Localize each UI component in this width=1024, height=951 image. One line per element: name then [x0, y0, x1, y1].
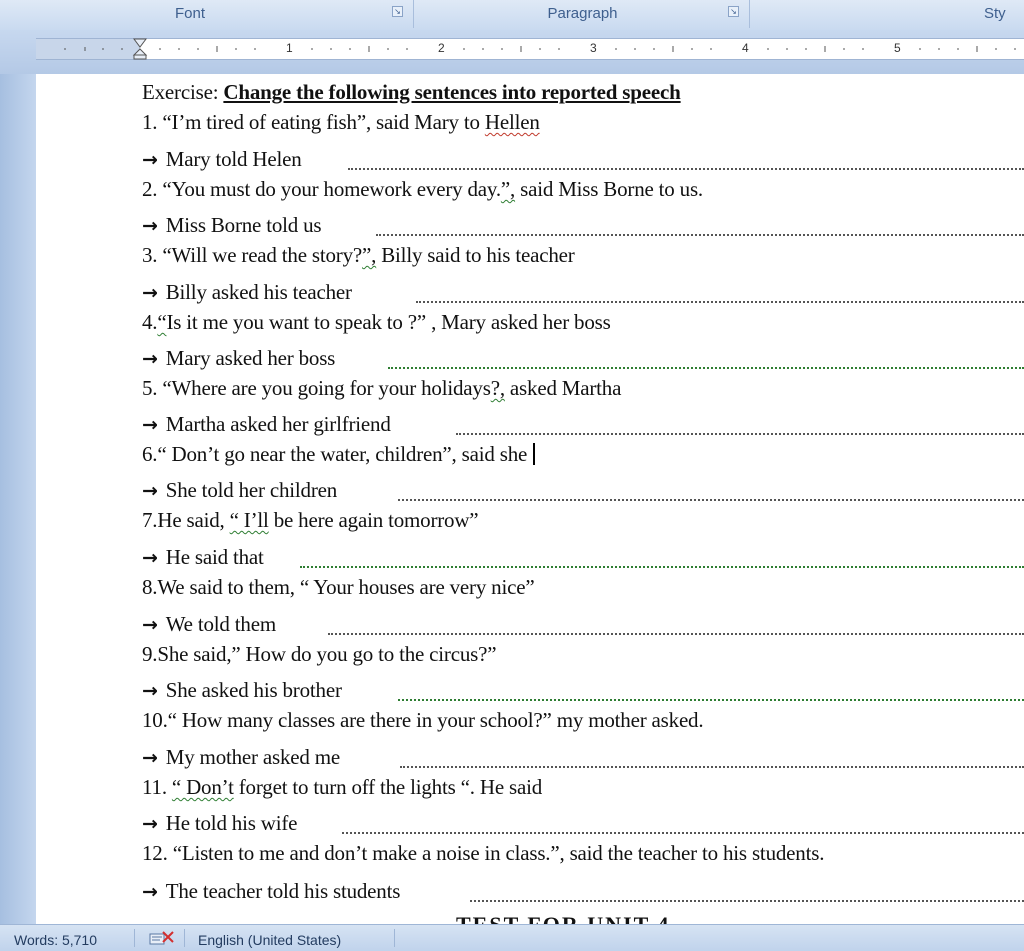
grammar-error: “	[157, 310, 167, 334]
arrow-icon: →	[142, 813, 158, 835]
answer-blank[interactable]	[300, 566, 1024, 568]
answer-line[interactable]: → He said that	[142, 545, 264, 569]
ruler-ticks	[36, 39, 1024, 59]
ruler-bar	[0, 30, 1024, 74]
language-indicator[interactable]: English (United States)	[198, 932, 342, 948]
answer-blank[interactable]	[456, 433, 1024, 435]
paragraph-dialog-launcher-icon[interactable]: ↘	[728, 6, 739, 17]
answer-line[interactable]: → My mother asked me	[142, 745, 341, 769]
status-divider	[394, 929, 395, 947]
ribbon-group-font	[0, 0, 414, 28]
styles-group-label: Sty	[984, 5, 1006, 22]
question-line[interactable]: 9.She said,” How do you go to the circus?”	[142, 642, 497, 666]
arrow-icon: →	[142, 348, 158, 370]
answer-blank[interactable]	[398, 499, 1024, 501]
text-cursor	[533, 443, 535, 465]
answer-line[interactable]: → He told his wife	[142, 811, 298, 835]
question-line[interactable]: 11. “ Don’t forget to turn off the lights “. He said	[142, 775, 543, 799]
font-group-label: Font	[174, 5, 205, 22]
answer-blank[interactable]	[400, 766, 1024, 768]
answer-blank[interactable]	[388, 367, 1024, 369]
question-line[interactable]: 4.“Is it me you want to speak to ?” , Mary asked her boss	[142, 310, 611, 334]
ruler-number: 3	[590, 41, 597, 55]
arrow-icon: →	[142, 680, 158, 702]
answer-blank[interactable]	[342, 832, 1024, 834]
grammar-error: “ I’ll	[229, 508, 269, 532]
question-line[interactable]: 8.We said to them, “ Your houses are very nice”	[142, 575, 535, 599]
status-divider	[134, 929, 135, 947]
left-vertical-ruler	[0, 74, 36, 924]
arrow-icon: →	[142, 480, 158, 502]
arrow-icon: →	[142, 747, 158, 769]
answer-line[interactable]: → We told them	[142, 612, 276, 636]
proofing-errors-icon[interactable]	[148, 929, 176, 950]
answer-line[interactable]: → Mary told Helen	[142, 147, 302, 171]
answer-blank[interactable]	[348, 168, 1024, 170]
answer-line[interactable]: → She told her children	[142, 478, 338, 502]
arrow-icon: →	[142, 614, 158, 636]
ruler-number: 4	[742, 41, 749, 55]
answer-blank[interactable]	[328, 633, 1024, 635]
grammar-error: ?,	[490, 376, 505, 400]
next-section-heading	[456, 912, 670, 924]
paragraph-group-label: Paragraph	[547, 5, 618, 22]
answer-blank[interactable]	[398, 699, 1024, 701]
horizontal-ruler[interactable]	[36, 38, 1024, 60]
font-dialog-launcher-icon[interactable]: ↘	[392, 6, 403, 17]
question-line[interactable]: 12. “Listen to me and don’t make a noise in class.”, said the teacher to his students.	[142, 841, 825, 865]
question-line[interactable]: 10.“ How many classes are there in your school?” my mother asked.	[142, 708, 704, 732]
question-line[interactable]: 7.He said, “ I’ll be here again tomorrow”	[142, 508, 479, 532]
arrow-icon: →	[142, 149, 158, 171]
arrow-icon: →	[142, 282, 158, 304]
status-bar	[0, 924, 1024, 951]
exercise-heading	[142, 80, 681, 105]
indent-marker-icon	[134, 39, 146, 59]
grammar-error: “ Don’t	[171, 775, 234, 799]
answer-line[interactable]: → The teacher told his students	[142, 879, 401, 903]
question-line[interactable]: 6.“ Don’t go near the water, children”, said she	[142, 442, 535, 467]
question-line[interactable]: 1. “I’m tired of eating fish”, said Mary to Hellen	[142, 110, 540, 134]
exercise-title: Change the following sentences into reported speech	[223, 80, 681, 104]
answer-line[interactable]: → She asked his brother	[142, 678, 342, 702]
question-line[interactable]: 2. “You must do your homework every day.”, said Miss Borne to us.	[142, 177, 703, 201]
ruler-number: 5	[894, 41, 901, 55]
grammar-error: ”,	[362, 243, 377, 267]
question-line[interactable]: 3. “Will we read the story?”, Billy said to his teacher	[142, 243, 575, 267]
ribbon-group-labels	[0, 0, 1024, 31]
spelling-error: Hellen	[484, 110, 540, 134]
answer-blank[interactable]	[470, 900, 1024, 902]
arrow-icon: →	[142, 547, 158, 569]
question-line[interactable]: 5. “Where are you going for your holidays?, asked Martha	[142, 376, 622, 400]
answer-line[interactable]: → Miss Borne told us	[142, 213, 322, 237]
arrow-icon: →	[142, 414, 158, 436]
exercise-label: Exercise:	[142, 80, 219, 104]
arrow-icon: →	[142, 215, 158, 237]
answer-blank[interactable]	[416, 301, 1024, 303]
word-count[interactable]: Words: 5,710	[14, 932, 98, 948]
grammar-error: ”,	[500, 177, 516, 201]
arrow-icon: →	[142, 881, 158, 903]
ribbon-group-styles	[752, 0, 1024, 28]
answer-line[interactable]: → Billy asked his teacher	[142, 280, 352, 304]
ruler-number: 2	[438, 41, 445, 55]
answer-line[interactable]: → Martha asked her girlfriend	[142, 412, 391, 436]
ruler-number: 1	[286, 41, 293, 55]
answer-line[interactable]: → Mary asked her boss	[142, 346, 336, 370]
status-divider	[184, 929, 185, 947]
ribbon-group-paragraph	[416, 0, 750, 28]
answer-blank[interactable]	[376, 234, 1024, 236]
document-page[interactable]	[36, 74, 1024, 924]
